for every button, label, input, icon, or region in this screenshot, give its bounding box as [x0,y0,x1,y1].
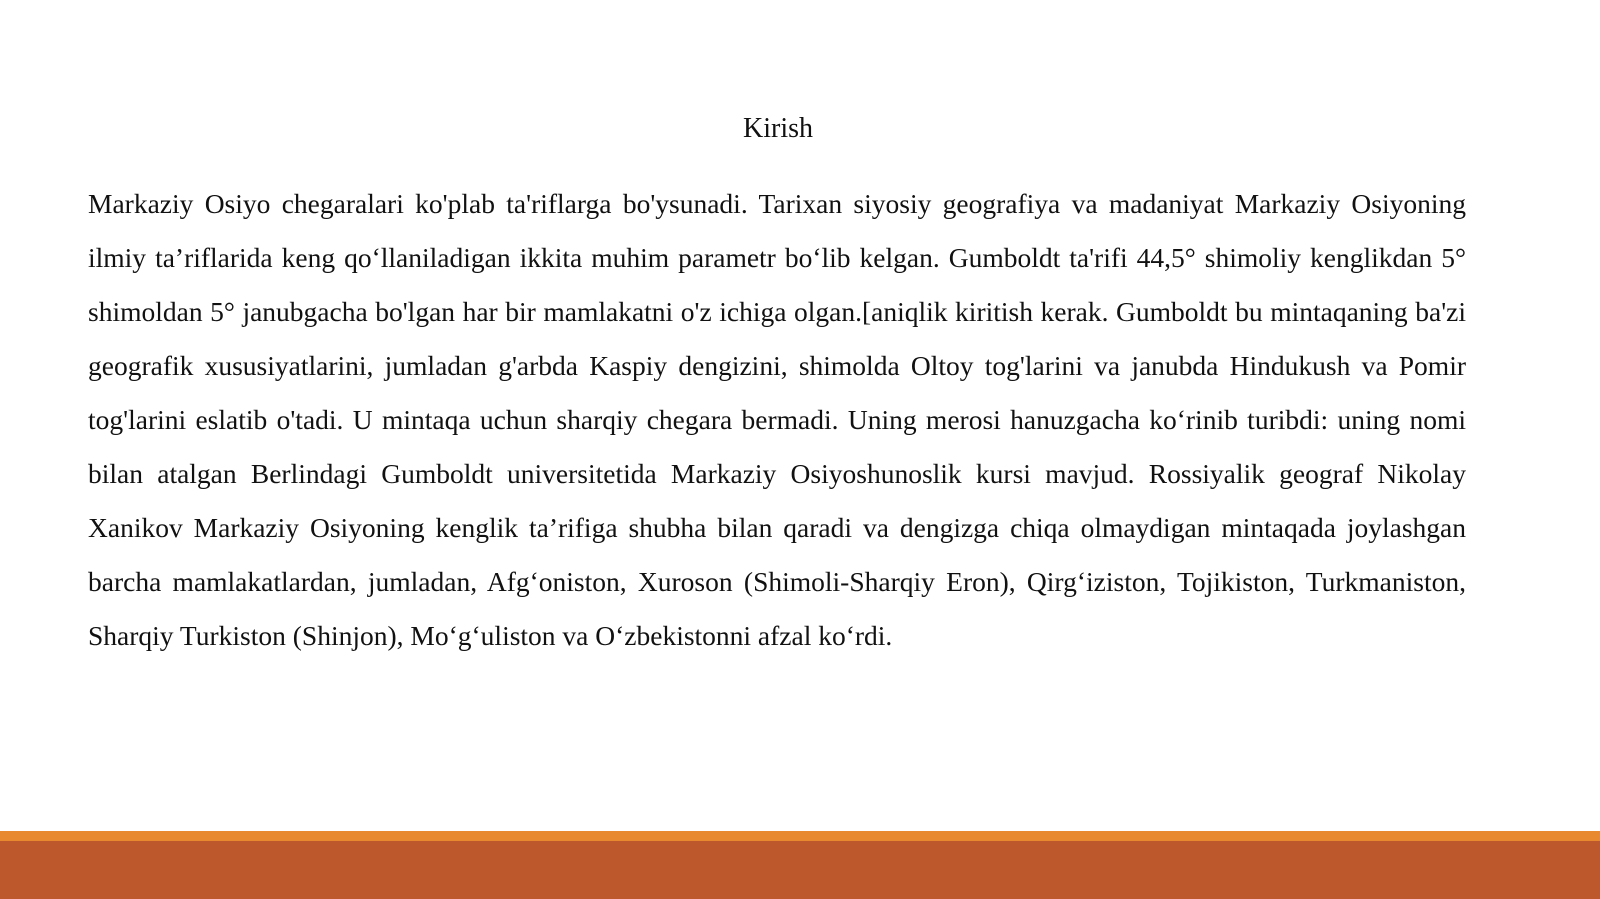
footer-accent-stripe [0,831,1600,841]
slide-title: Kirish [743,113,813,144]
footer-band [0,841,1600,899]
slide-body-text: Markaziy Osiyo chegaralari ko'plab ta'riflarga bo'ysunadi. Tarixan siyosiy geografiya va madaniyat Markaziy Osiyoning ilmiy ta’riflarida keng qo‘llaniladigan ikkita muhim parametr bo‘lib kelgan. Gumboldt ta'rifi 44,5° shimoliy kenglikdan 5° shimoldan 5° janubgacha bo'lgan har bir mamlakatni o'z ichiga olgan.[aniqlik kiritish kerak. Gumboldt bu mintaqaning ba'zi geografik xususiyatlarini, jumladan g'arbda Kaspiy dengizini, shimolda Oltoy tog'larini va janubda Hindukush va Pomir tog'larini eslatib o'tadi. U mintaqa uchun sharqiy chegara bermadi. Uning merosi hanuzgacha ko‘rinib turibdi: uning nomi bilan atalgan Berlindagi Gumboldt universitetida Markaziy Osiyoshunoslik kursi mavjud. Rossiyalik geograf Nikolay Xanikov Markaziy Osiyoning kenglik ta’rifiga shubha bilan qaradi va dengizga chiqa olmaydigan mintaqada joylashgan barcha mamlakatlardan, jumladan, Afg‘oniston, Xuroson (Shimoli-Sharqiy Eron), Qirg‘iziston, Tojikiston, Turkmaniston, Sharqiy Turkiston (Shinjon), Mo‘g‘uliston va O‘zbekistonni afzal ko‘rdi. [88,188,1466,651]
